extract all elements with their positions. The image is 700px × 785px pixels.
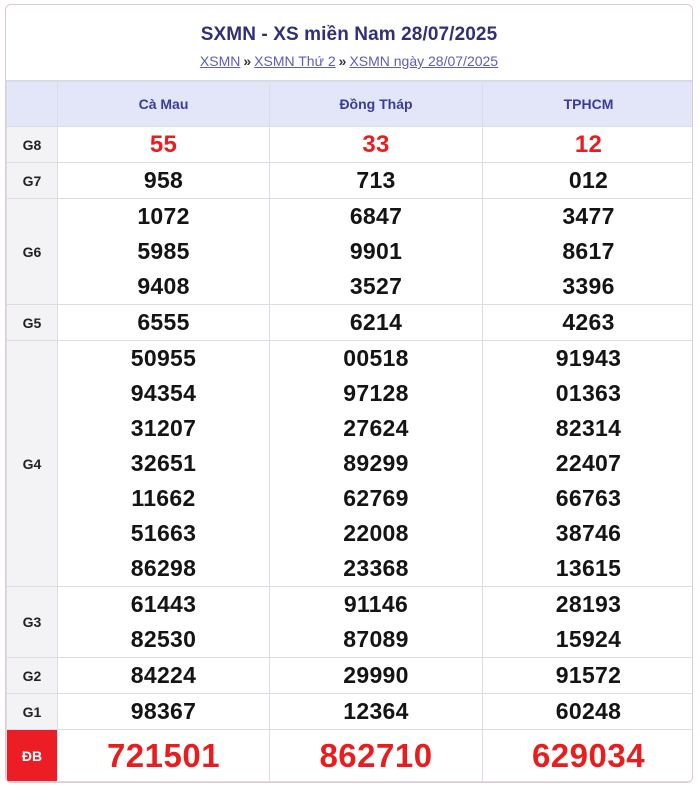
prize-number: 12364: [343, 698, 409, 724]
page-title: SXMN - XS miền Nam 28/07/2025: [200, 24, 498, 45]
prize-row-g6: [7, 199, 694, 305]
prize-number: 5985: [137, 238, 190, 264]
prize-cell: [58, 199, 270, 305]
prize-label: G8: [7, 127, 58, 163]
prize-number: 12: [574, 131, 603, 158]
prize-number: 28193: [555, 591, 622, 617]
prize-number: 51663: [130, 520, 197, 546]
breadcrumb-separator: »: [338, 53, 347, 69]
breadcrumb-xsmn[interactable]: XSMN: [199, 53, 241, 69]
prize-number: 27624: [343, 415, 409, 441]
prize-number: 1072: [137, 203, 190, 229]
breadcrumb: [6, 53, 692, 69]
prize-number: 61443: [130, 591, 197, 617]
prize-number: 713: [356, 167, 396, 193]
prize-number: 958: [143, 167, 184, 193]
prize-row-special: [7, 730, 694, 782]
province-dong-thap: Đồng Tháp: [270, 82, 483, 127]
prize-number: 66763: [555, 485, 622, 511]
prize-number: 89299: [343, 450, 409, 476]
province-header-row: [7, 82, 694, 127]
prize-number: 55: [149, 131, 178, 158]
special-prize-number: 721501: [106, 737, 221, 774]
prize-number: 97128: [343, 380, 409, 406]
prize-cell: [270, 163, 483, 199]
prize-label: G5: [7, 305, 58, 341]
prize-row-g8: [7, 127, 694, 163]
special-prize-cell: [58, 730, 270, 782]
special-prize-label: ĐB: [7, 730, 58, 782]
prize-cell: [483, 127, 694, 163]
prize-number: 94354: [130, 380, 197, 406]
province-tphcm: TPHCM: [483, 82, 694, 127]
prize-number: 11662: [131, 485, 196, 511]
prize-number: 62769: [343, 485, 409, 511]
results-panel: [5, 4, 693, 783]
prize-number: 9408: [137, 273, 190, 299]
prize-number: 82314: [555, 415, 622, 441]
prize-number: 84224: [130, 662, 197, 688]
prize-number: 012: [568, 167, 609, 193]
prize-cell: [270, 658, 483, 694]
prize-number: 91572: [555, 662, 622, 688]
province-ca-mau: Cà Mau: [58, 82, 270, 127]
prize-number: 91943: [555, 345, 622, 371]
prize-number: 6555: [137, 309, 190, 335]
special-prize-cell: [483, 730, 694, 782]
prize-row-g7: [7, 163, 694, 199]
prize-cell: [270, 341, 483, 587]
special-prize-number: 862710: [319, 737, 433, 774]
prize-number: 3527: [349, 273, 403, 299]
prize-row-g5: [7, 305, 694, 341]
prize-label: G4: [7, 341, 58, 587]
prize-number: 60248: [555, 698, 622, 724]
prize-label: G2: [7, 658, 58, 694]
prize-row-g2: [7, 658, 694, 694]
prize-row-g4: [7, 341, 694, 587]
prize-cell: [483, 341, 694, 587]
prize-number: 8617: [562, 238, 615, 264]
results-header: [6, 5, 692, 81]
breadcrumb-xsmn-date[interactable]: XSMN ngày 28/07/2025: [349, 53, 499, 69]
prize-cell: [58, 587, 270, 658]
prize-cell: [58, 163, 270, 199]
prize-number: 50955: [130, 345, 197, 371]
prize-number: 13615: [555, 555, 622, 581]
prize-cell: [483, 305, 694, 341]
prize-number: 01363: [555, 380, 622, 406]
prize-number: 98367: [130, 698, 197, 724]
prize-number: 29990: [343, 662, 409, 688]
prize-cell: [483, 587, 694, 658]
corner-cell: [7, 82, 58, 127]
results-table: [6, 81, 693, 782]
prize-number: 86298: [130, 555, 197, 581]
prize-number: 9901: [349, 238, 403, 264]
prize-number: 6847: [349, 203, 403, 229]
breadcrumb-xsmn-thu-2[interactable]: XSMN Thứ 2: [254, 53, 336, 69]
breadcrumb-separator: »: [243, 53, 252, 69]
prize-number: 15924: [555, 626, 622, 652]
prize-number: 33: [362, 131, 390, 158]
prize-number: 3396: [562, 273, 615, 299]
prize-cell: [483, 694, 694, 730]
prize-number: 38746: [555, 520, 622, 546]
prize-number: 3477: [562, 203, 615, 229]
prize-cell: [483, 163, 694, 199]
prize-number: 91146: [343, 591, 409, 617]
special-prize-number: 629034: [531, 737, 646, 774]
prize-label: G3: [7, 587, 58, 658]
prize-number: 00518: [343, 345, 409, 371]
prize-cell: [483, 658, 694, 694]
prize-number: 31207: [130, 415, 197, 441]
prize-cell: [58, 127, 270, 163]
prize-cell: [270, 587, 483, 658]
prize-row-g3: [7, 587, 694, 658]
prize-cell: [58, 658, 270, 694]
prize-cell: [58, 341, 270, 587]
prize-cell: [270, 127, 483, 163]
prize-number: 23368: [343, 555, 409, 581]
prize-cell: [483, 199, 694, 305]
prize-number: 32651: [130, 450, 197, 476]
prize-cell: [58, 305, 270, 341]
prize-number: 22407: [555, 450, 622, 476]
prize-number: 6214: [349, 309, 403, 335]
prize-number: 4263: [562, 309, 615, 335]
prize-number: 22008: [343, 520, 409, 546]
prize-cell: [58, 694, 270, 730]
prize-label: G1: [7, 694, 58, 730]
prize-number: 82530: [130, 626, 197, 652]
prize-cell: [270, 199, 483, 305]
prize-row-g1: [7, 694, 694, 730]
prize-number: 87089: [343, 626, 409, 652]
prize-label: G7: [7, 163, 58, 199]
prize-label: G6: [7, 199, 58, 305]
prize-cell: [270, 694, 483, 730]
special-prize-cell: [270, 730, 483, 782]
prize-cell: [270, 305, 483, 341]
